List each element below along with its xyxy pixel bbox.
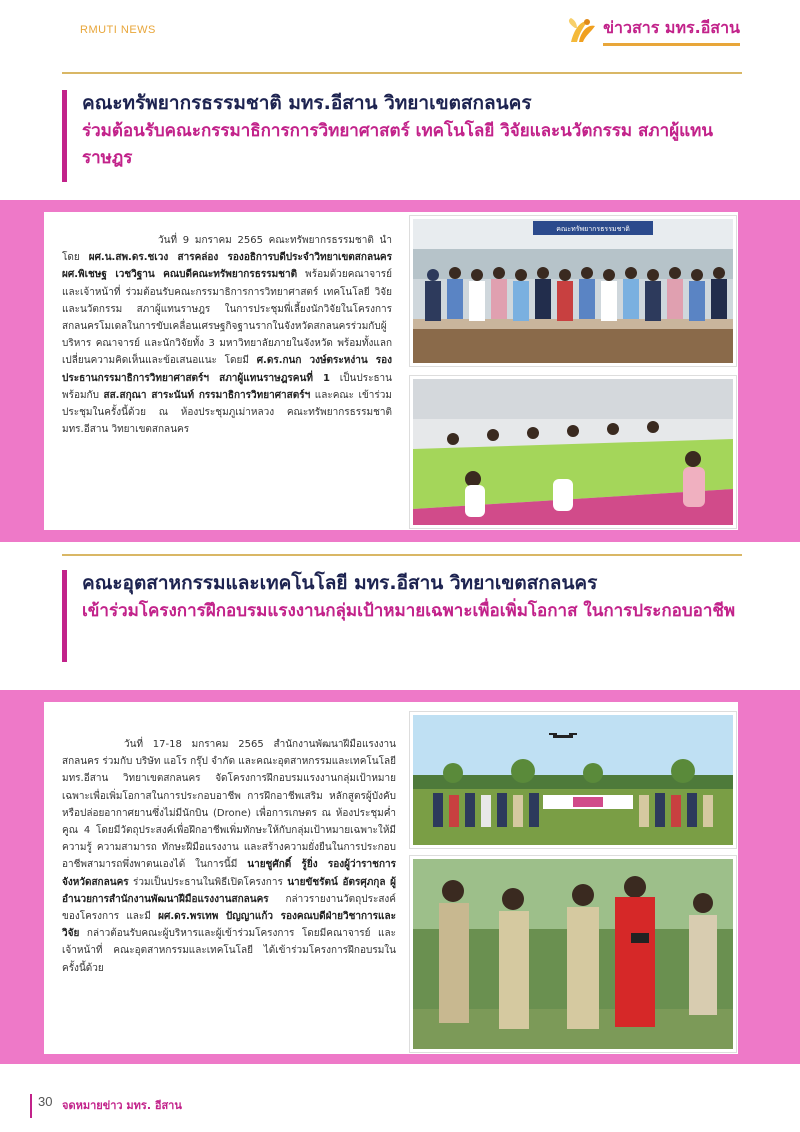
header-title: ข่าวสาร มทร.อีสาน	[603, 16, 740, 46]
header-left-label: RMUTI NEWS	[80, 24, 156, 36]
article2-title: คณะอุตสาหกรรมและเทคโนโลยี มทร.อีสาน วิทยาเขตสกลนคร	[82, 572, 598, 594]
drone-field-photo	[410, 712, 736, 848]
article1-title: คณะทรัพยากรธรรมชาติ มทร.อีสาน วิทยาเขตสกลนคร	[82, 92, 532, 114]
title-accent-bar	[62, 570, 67, 662]
article1-body: วันที่ 9 มกราคม 2565 คณะทรัพยากรธรรมชาติ นำโดย ผศ.น.สพ.ดร.ชเวง สารคล่อง รองอธิการบดีประจำวิทยาเขตสกลนคร ผศ.พิเชษฐ เวชวิฐาน คณบดีคณะทรัพยากรธรรมชาติ พร้อมด้วยคณาจารย์ และเจ้าหน้าที่ ร่วมต้อนรับคณะกรรมาธิการการวิทยาศาสตร์ เทคโนโลยี วิจัยและนวัตกรรม สภาผู้แทนราษฎร ในการประชุมพี่เลี้ยงนักวิจัยในโครงการสกลนครโมเดลในการขับเคลื่อนเศรษฐกิจฐานรากในจังหวัดสกลนครร่วมกับผู้บริหาร คณาจารย์ และนักวิจัยทั้ง 3 มหาวิทยาลัยภายในจังหวัด พร้อมทั้งแลกเปลี่ยนความคิดเห็นและข้อเสนอแนะ โดยมี ศ.ดร.กนก วงษ์ตระหง่าน รองประธานกรรมาธิการวิทยาศาสตร์ฯ สภาผู้แทนราษฎรคนที่ 1 เป็นประธาน พร้อมกับ สส.สกุณา สาระนันท์ กรรมาธิการวิทยาศาสตร์ฯ และคณะ เข้าร่วมประชุมในครั้งนี้ด้วย ณ ห้องประชุมภูเม่าหลวง คณะทรัพยากรธรรมชาติ มทร.อีสาน วิทยาเขตสกลนคร	[62, 235, 393, 436]
footer-title: จดหมายข่าว มทร. อีสาน	[62, 1099, 182, 1112]
photo-sign: คณะทรัพยากรธรรมชาติ	[556, 225, 630, 233]
page-number: 30	[38, 1094, 53, 1109]
flower-logo-icon	[565, 16, 601, 46]
footer-accent-bar	[30, 1094, 32, 1118]
article2-body: วันที่ 17-18 มกราคม 2565 สำนักงานพัฒนาฝีมือแรงงานสกลนคร ร่วมกับ บริษัท แอโร กรุ๊ป จำกัด และคณะอุตสาหกรรมและเทคโนโลยี มทร.อีสาน วิทยาเขตสกลนคร จัดโครงการฝึกอบรมแรงงานกลุ่มเป้าหมายเฉพาะเพื่อเพิ่มโอกาสในการประกอบอาชีพ การฝึกอาชีพเสริม หลักสูตรผู้บังคับหรือปล่อยอากาศยานซึ่งไม่มีนักบิน (Drone) เพื่อการเกษตร ณ ห้องประชุมค่ำคูณ 4 โดยมีวัตถุประสงค์เพื่อฝึกอาชีพเพิ่มทักษะให้กับกลุ่มเป้าหมายเฉพาะให้มีความรู้ ความสามารถ ทักษะฝีมือแรงงาน และสร้างความยั่งยืนในการประกอบอาชีพสามารถพึ่งพาตนเองได้ ในการนี้มี นายชูศักดิ์ รู้ยิ่ง รองผู้ว่าราชการจังหวัดสกลนคร ร่วมเป็นประธานในพิธีเปิดโครงการ นายขัชรัตน์ อัตรศุภกุล ผู้อำนวยการสำนักงานพัฒนาฝีมือแรงงานสกลนคร กล่าวรายงานวัตถุประสงค์ของโครงการ และมี ผศ.ดร.พรเทพ ปัญญาแก้ว รองคณบดีฝ่ายวิชาการและวิจัย กล่าวต้อนรับคณะผู้บริหารและผู้เข้าร่วมโครงการ โดยมีคณาจารย์ และเจ้าหน้าที่ คณะอุตสาหกรรมและเทคโนโลยี ได้เข้าร่วมโครงการฝึกอบรมในครั้งนี้ด้วย	[62, 739, 396, 974]
article2-subtitle: เข้าร่วมโครงการฝึกอบรมแรงงานกลุ่มเป้าหมายเฉพาะเพื่อเพิ่มโอกาส ในการประกอบอาชีพ	[82, 601, 736, 621]
article1-title-block	[62, 88, 752, 172]
meeting-photo	[410, 376, 736, 528]
article1-subtitle: ร่วมต้อนรับคณะกรรมาธิการการวิทยาศาสตร์ เทคโนโลยี วิจัยและนวัตกรรม สภาผู้แทนราษฎร	[82, 121, 713, 168]
title-accent-bar	[62, 90, 67, 182]
header-brand	[565, 16, 740, 46]
gold-rule	[62, 72, 742, 74]
group-photo	[410, 216, 736, 366]
gold-rule	[62, 554, 742, 556]
article2-title-block	[62, 568, 752, 625]
officials-photo	[410, 856, 736, 1052]
article2-panel	[44, 702, 738, 1054]
article1-panel	[44, 212, 738, 530]
